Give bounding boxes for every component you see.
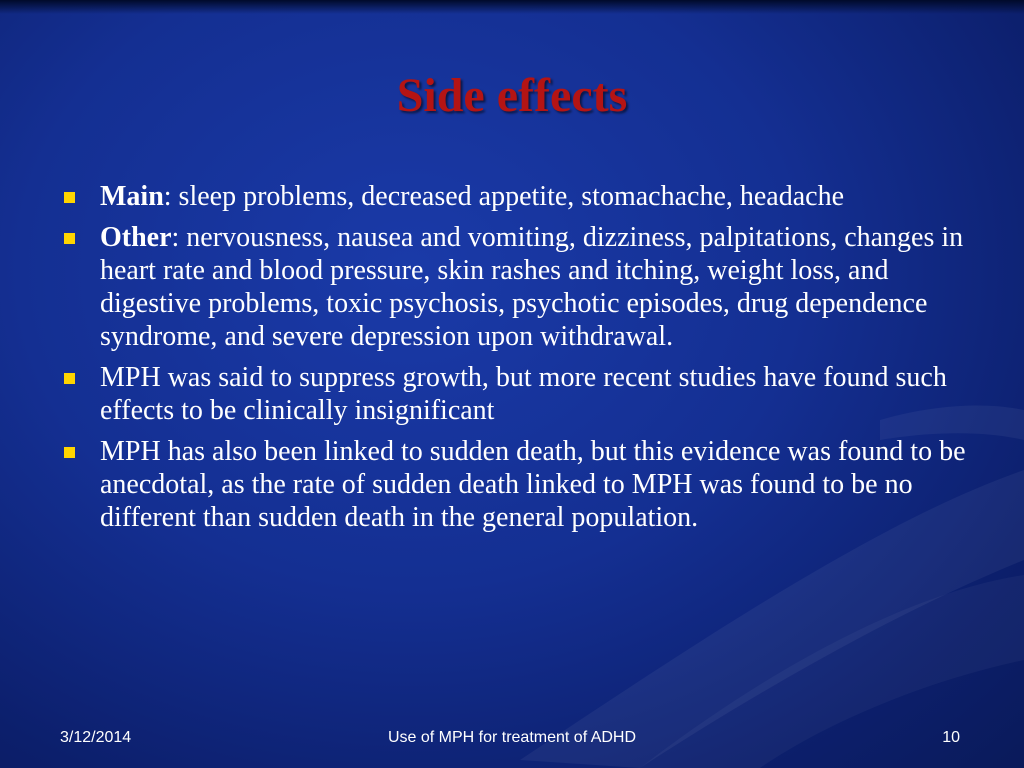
square-bullet-icon bbox=[64, 447, 75, 458]
bullet-item-sudden-death bbox=[62, 435, 967, 534]
bullet-item-main bbox=[62, 180, 967, 213]
slide-number: 10 bbox=[942, 729, 960, 746]
bullet-text: : sleep problems, decreased appetite, stomachache, headache bbox=[163, 181, 845, 212]
bullet-lead: Other bbox=[100, 222, 172, 253]
bullet-text: : nervousness, nausea and vomiting, dizziness, palpitations, changes in heart rate and blood pressure, skin rashes and itching, weight loss, and digestive problems, toxic psychosis, psychotic episodes, drug dependence syndrome, and severe depression upon withdrawal. bbox=[100, 222, 964, 352]
footer-title: Use of MPH for treatment of ADHD bbox=[387, 729, 637, 746]
bullet-list bbox=[62, 180, 967, 542]
square-bullet-icon bbox=[64, 192, 75, 203]
bullet-item-growth bbox=[62, 361, 967, 427]
bullet-text: MPH has also been linked to sudden death, but this evidence was found to be anecdotal, as the rate of sudden death linked to MPH was found to be no different than sudden death in the general population. bbox=[100, 436, 966, 533]
bullet-text: MPH was said to suppress growth, but more recent studies have found such effects to be clinically insignificant bbox=[100, 362, 947, 426]
square-bullet-icon bbox=[64, 233, 75, 244]
slide-title: Side effects bbox=[396, 69, 628, 122]
bullet-item-other bbox=[62, 221, 967, 353]
footer-date: 3/12/2014 bbox=[60, 729, 132, 746]
bullet-lead: Main bbox=[100, 181, 164, 212]
square-bullet-icon bbox=[64, 373, 75, 384]
